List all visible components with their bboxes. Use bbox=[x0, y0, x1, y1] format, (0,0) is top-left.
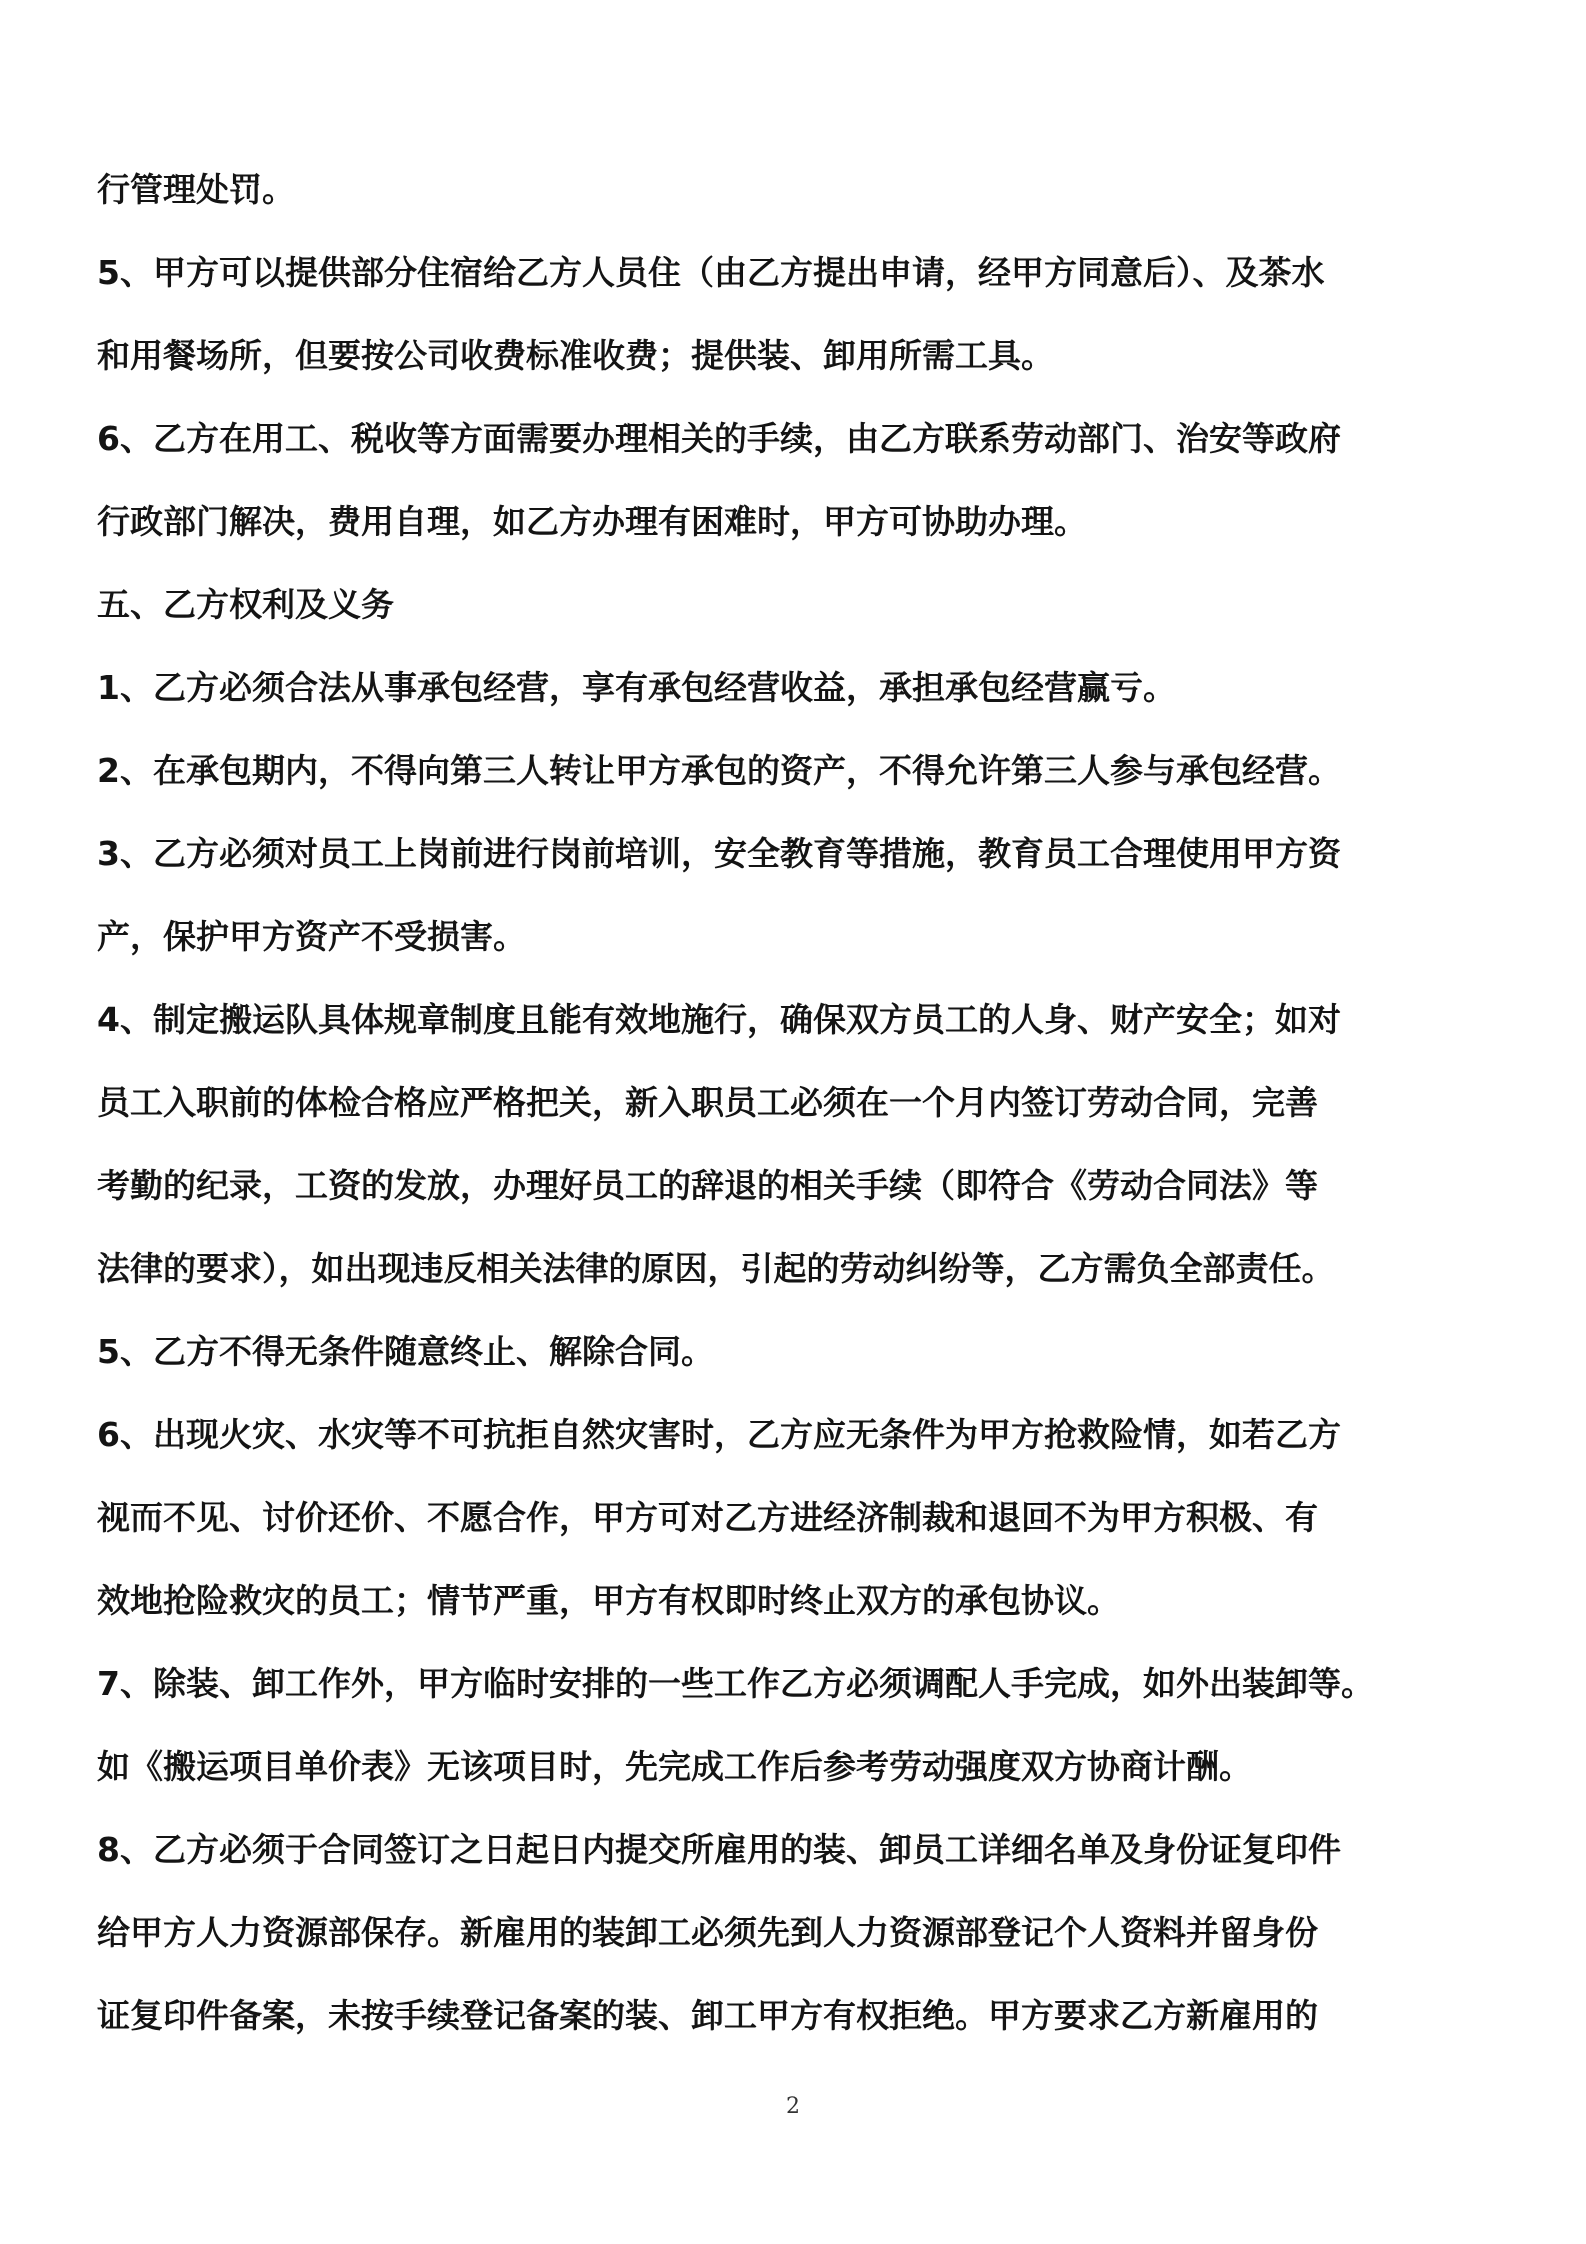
text-line: 6、出现火灾、水灾等不可抗拒自然灾害时，乙方应无条件为甲方抢救险情，如若乙方 bbox=[97, 1415, 1341, 1454]
text-line: 效地抢险救灾的员工；情节严重，甲方有权即时终止双方的承包协议。 bbox=[97, 1581, 1120, 1620]
text-line: 2、在承包期内，不得向第三人转让甲方承包的资产，不得允许第三人参与承包经营。 bbox=[97, 751, 1341, 790]
text-line: 给甲方人力资源部保存。新雇用的装卸工必须先到人力资源部登记个人资料并留身份 bbox=[97, 1913, 1318, 1952]
document-body bbox=[97, 148, 1497, 2057]
text-line: 4、制定搬运队具体规章制度且能有效地施行，确保双方员工的人身、财产安全；如对 bbox=[97, 1000, 1341, 1039]
text-line: 3、乙方必须对员工上岗前进行岗前培训，安全教育等措施，教育员工合理使用甲方资 bbox=[97, 834, 1341, 873]
text-line: 8、乙方必须于合同签订之日起日内提交所雇用的装、卸员工详细名单及身份证复印件 bbox=[97, 1830, 1341, 1869]
text-line: 视而不见、讨价还价、不愿合作，甲方可对乙方进经济制裁和退回不为甲方积极、有 bbox=[97, 1498, 1318, 1537]
text-line: 产，保护甲方资产不受损害。 bbox=[97, 917, 526, 956]
page-number: 2 bbox=[786, 2094, 800, 2119]
text-line: 5、乙方不得无条件随意终止、解除合同。 bbox=[97, 1332, 714, 1371]
text-line: 员工入职前的体检合格应严格把关，新入职员工必须在一个月内签订劳动合同，完善 bbox=[97, 1083, 1318, 1122]
text-line: 证复印件备案，未按手续登记备案的装、卸工甲方有权拒绝。甲方要求乙方新雇用的 bbox=[97, 1996, 1318, 2035]
text-line: 行政部门解决，费用自理，如乙方办理有困难时，甲方可协助办理。 bbox=[97, 502, 1087, 541]
text-line: 1、乙方必须合法从事承包经营，享有承包经营收益，承担承包经营赢亏。 bbox=[97, 668, 1176, 707]
text-line: 如《搬运项目单价表》无该项目时，先完成工作后参考劳动强度双方协商计酬。 bbox=[97, 1747, 1252, 1786]
text-line: 和用餐场所，但要按公司收费标准收费；提供装、卸用所需工具。 bbox=[97, 336, 1054, 375]
text-line: 法律的要求），如出现违反相关法律的原因，引起的劳动纠纷等，乙方需负全部责任。 bbox=[97, 1249, 1335, 1288]
text-line: 5、甲方可以提供部分住宿给乙方人员住（由乙方提出申请，经甲方同意后）、及茶水 bbox=[97, 253, 1325, 292]
text-line: 7、除装、卸工作外，甲方临时安排的一些工作乙方必须调配人手完成，如外出装卸等。 bbox=[97, 1664, 1374, 1703]
text-line: 行管理处罚。 bbox=[97, 170, 295, 209]
text-line: 6、乙方在用工、税收等方面需要办理相关的手续，由乙方联系劳动部门、治安等政府 bbox=[97, 419, 1341, 458]
text-line: 五、乙方权利及义务 bbox=[97, 585, 394, 624]
text-line: 考勤的纪录，工资的发放，办理好员工的辞退的相关手续（即符合《劳动合同法》等 bbox=[97, 1166, 1318, 1205]
